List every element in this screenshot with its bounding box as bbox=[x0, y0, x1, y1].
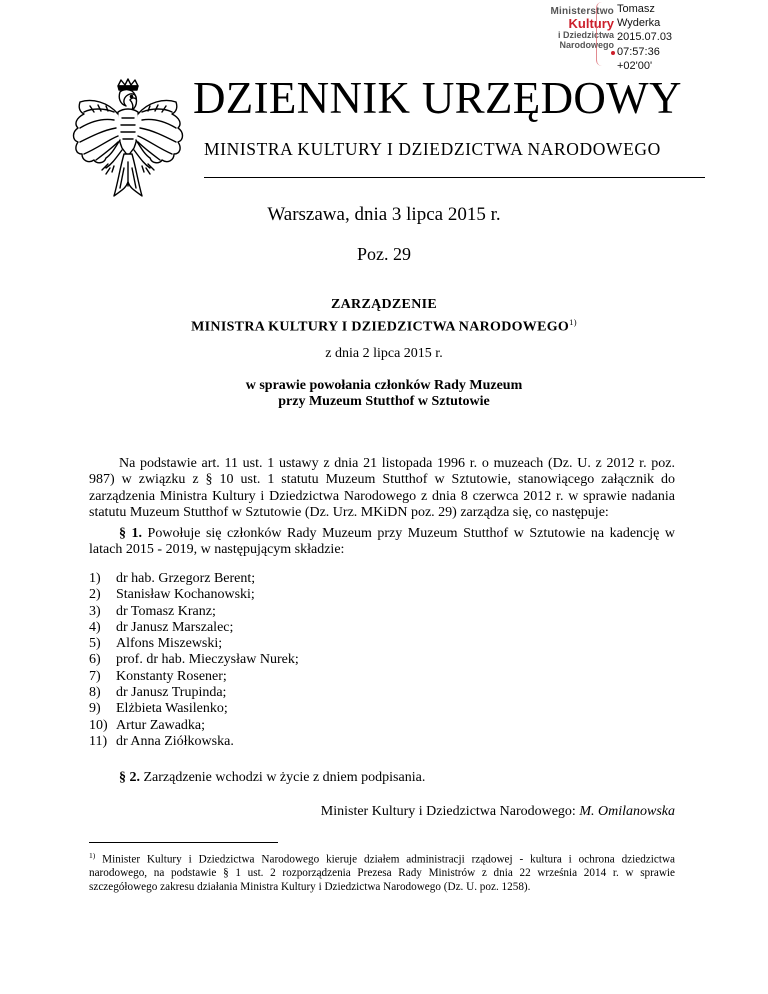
list-item-name: prof. dr hab. Mieczysław Nurek; bbox=[116, 652, 299, 668]
footnote bbox=[89, 849, 675, 895]
footnote-reference: 1) bbox=[569, 317, 577, 327]
preamble: Na podstawie art. 11 ust. 1 ustawy z dnia 21 listopada 1996 r. o muzeach (Dz. U. z 2012 r. poz. 987) w związku z § 10 ust. 1 statutu Muzeum Stutthof w Sztutowie, stanowiącego załącznik do zarządzenia Ministra Kultury i Dziedzictwa Narodowego z dnia 8 czerwca 2012 r. w sprawie nadania statutu Muzeum Stutthof w Sztutowie (Dz. Urz. MKiDN poz. 29) zarządza się, co następuje: bbox=[89, 456, 675, 520]
logo-dot bbox=[611, 51, 615, 55]
list-item-name: Artur Zawadka; bbox=[116, 717, 206, 733]
signature-time: 07:57:36 bbox=[617, 45, 660, 58]
publication-subtitle: MINISTRA KULTURY I DZIEDZICTWA NARODOWEGO bbox=[204, 139, 661, 159]
list-item bbox=[89, 652, 649, 668]
list-item-name: dr Janusz Trupinda; bbox=[116, 685, 227, 701]
section-2 bbox=[119, 770, 425, 786]
list-item-number: 11) bbox=[89, 733, 108, 749]
act-type: ZARZĄDZENIE bbox=[331, 297, 437, 312]
list-item-name: dr Anna Ziółkowska. bbox=[116, 733, 234, 749]
footnote-marker: 1) bbox=[89, 851, 96, 860]
list-item bbox=[89, 701, 649, 717]
list-item-number: 7) bbox=[89, 668, 101, 684]
act-issuer bbox=[0, 314, 768, 336]
act-date: z dnia 2 lipca 2015 r. bbox=[325, 346, 443, 361]
list-item-name: Alfons Miszewski; bbox=[116, 636, 223, 652]
list-item-number: 8) bbox=[89, 685, 101, 701]
act-issuer-text: MINISTRA KULTURY I DZIEDZICTWA NARODOWEGO bbox=[191, 319, 570, 335]
logo-line-3: i Dziedzictwa bbox=[557, 30, 614, 40]
list-item-name: Elżbieta Wasilenko; bbox=[116, 701, 228, 717]
list-item-name: dr Tomasz Kranz; bbox=[116, 603, 216, 619]
list-item bbox=[89, 718, 649, 734]
act-subject-line-2: przy Muzeum Stutthof w Sztutowie bbox=[278, 394, 490, 409]
list-item-number: 2) bbox=[89, 587, 101, 603]
list-item bbox=[89, 571, 649, 587]
act-subject-line-1: w sprawie powołania członków Rady Muzeum bbox=[245, 378, 523, 393]
list-item bbox=[89, 587, 649, 603]
footnote-divider bbox=[89, 842, 278, 843]
place-and-date: Warszawa, dnia 3 lipca 2015 r. bbox=[267, 204, 501, 225]
section-2-text: Zarządzenie wchodzi w życie z dniem podpisania. bbox=[140, 770, 426, 785]
header-divider bbox=[204, 177, 705, 178]
section-1 bbox=[89, 526, 675, 559]
signature-timezone: +02'00' bbox=[617, 59, 653, 72]
list-item bbox=[89, 685, 649, 701]
list-item-name: Stanisław Kochanowski; bbox=[116, 587, 255, 603]
logo-line-4: Narodowego bbox=[559, 40, 614, 50]
list-item-number: 4) bbox=[89, 619, 101, 635]
position-number: Poz. 29 bbox=[357, 244, 411, 264]
list-item-number: 5) bbox=[89, 636, 101, 652]
list-item bbox=[89, 669, 649, 685]
list-item-name: Konstanty Rosener; bbox=[116, 668, 227, 684]
section-2-label: § 2. bbox=[119, 770, 140, 785]
section-1-text: Powołuje się członków Rady Muzeum przy Muzeum Stutthof w Sztutowie na kadencję w latach 2015 - 2019, w następującym składzie: bbox=[89, 526, 675, 558]
signer-name: Tomasz Wyderka bbox=[617, 3, 661, 30]
signature-line bbox=[0, 804, 675, 820]
signature-date: 2015.07.03 bbox=[617, 31, 673, 44]
members-list bbox=[89, 571, 649, 750]
signature-mark bbox=[596, 2, 607, 66]
list-item-name: dr hab. Grzegorz Berent; bbox=[116, 571, 256, 586]
list-item-number: 3) bbox=[89, 603, 101, 619]
logo-line-1: Ministerstwo bbox=[550, 6, 614, 17]
list-item bbox=[89, 734, 649, 750]
list-item-number: 9) bbox=[89, 701, 101, 717]
section-1-label: § 1. bbox=[119, 526, 143, 541]
signature-name: M. Omilanowska bbox=[579, 804, 675, 819]
list-item bbox=[89, 604, 649, 620]
list-item-number: 6) bbox=[89, 652, 101, 668]
footnote-text: Minister Kultury i Dziedzictwa Narodowego kieruje działem administracji rządowej - kultura i ochrona dziedzictwa narodowego, na podstawie § 1 ust. 2 rozporządzenia Prezesa Rady Ministrów z dnia 22 września 2014 r. w sprawie szczegółowego zakresu działania Ministra Kultury i Dziedzictwa Narodowego (Dz. U. poz. 1258). bbox=[89, 853, 675, 893]
list-item-number: 1) bbox=[89, 571, 101, 586]
signature-role: Minister Kultury i Dziedzictwa Narodowego: bbox=[320, 804, 580, 819]
list-item bbox=[89, 620, 649, 636]
list-item bbox=[89, 636, 649, 652]
list-item-name: dr Janusz Marszalec; bbox=[116, 619, 234, 635]
publication-title: DZIENNIK URZĘDOWY bbox=[193, 73, 682, 123]
logo-line-2: Kultury bbox=[568, 16, 614, 31]
list-item-number: 10) bbox=[89, 717, 108, 733]
signature-info bbox=[617, 2, 677, 73]
eagle-emblem-icon bbox=[68, 78, 188, 202]
